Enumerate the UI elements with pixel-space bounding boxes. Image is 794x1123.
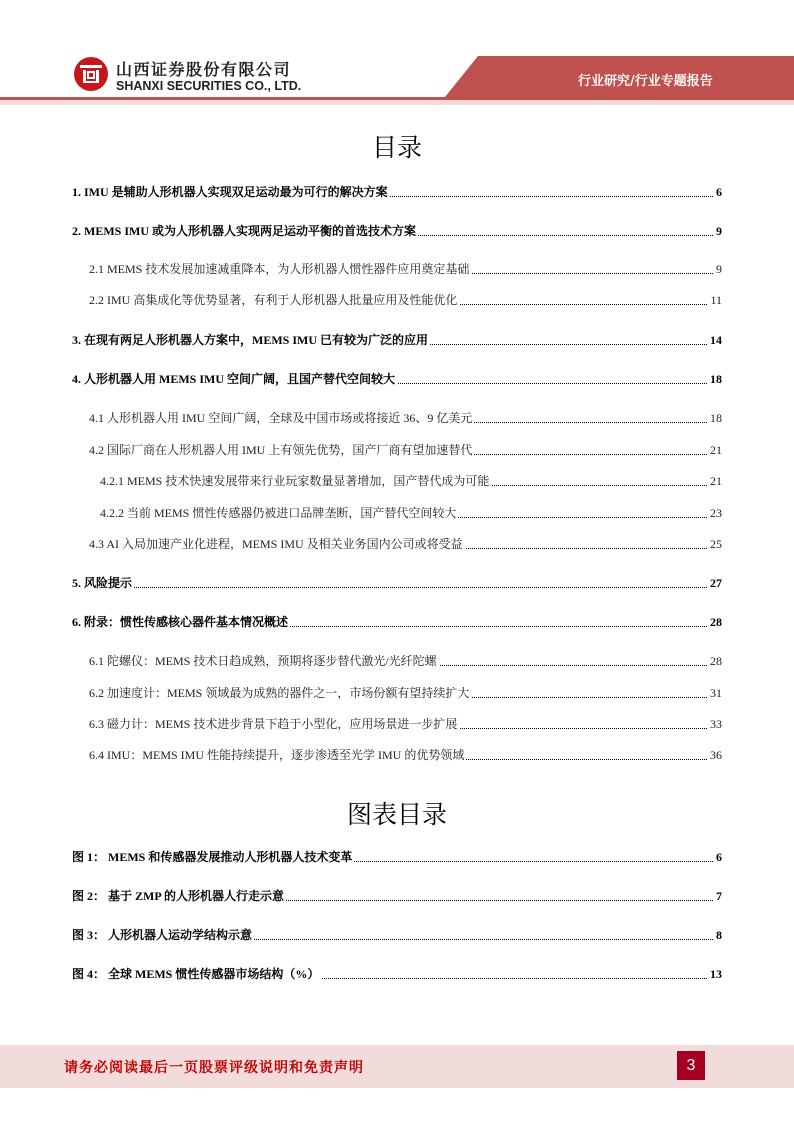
figure-entry[interactable] bbox=[0, 887, 794, 905]
toc-entry-page: 36 bbox=[710, 748, 722, 762]
toc-entry[interactable] bbox=[0, 260, 794, 278]
toc-title: 目录 bbox=[371, 133, 422, 162]
company-name-cn: 山西证券股份有限公司 bbox=[116, 60, 292, 79]
toc-entry-page: 28 bbox=[710, 654, 722, 668]
toc-entry-page: 31 bbox=[710, 686, 722, 700]
figure-entry-title: 图 4： 全球 MEMS 惯性传感器市场结构（%） bbox=[72, 967, 320, 981]
toc-entry-page: 14 bbox=[710, 333, 722, 347]
page-header bbox=[0, 0, 794, 110]
figure-entry[interactable] bbox=[0, 848, 794, 866]
figure-entry-page: 6 bbox=[716, 850, 722, 864]
toc-entry-page: 11 bbox=[710, 293, 722, 307]
toc-entry-title: 5. 风险提示 bbox=[72, 576, 133, 590]
toc-entry-page: 27 bbox=[710, 576, 722, 590]
toc-entry-page: 9 bbox=[716, 224, 722, 238]
toc-entry-page: 9 bbox=[716, 262, 722, 276]
figure-entry-page: 13 bbox=[710, 967, 722, 981]
figures-title: 图表目录 bbox=[346, 800, 447, 829]
toc-entry-title: 6.1 陀螺仪：MEMS 技术日趋成熟，预期将逐步替代激光/光纤陀螺 bbox=[89, 654, 437, 668]
toc-entry-page: 28 bbox=[710, 615, 722, 629]
toc-entry-title: 6.2 加速度计：MEMS 领域最为成熟的器件之一，市场份额有望持续扩大 bbox=[89, 686, 470, 700]
figure-entry[interactable] bbox=[0, 926, 794, 944]
leader-dots bbox=[72, 587, 719, 588]
toc-entry-page: 18 bbox=[710, 411, 722, 425]
page-footer bbox=[0, 1045, 794, 1088]
toc-entry-title: 2.1 MEMS 技术发展加速减重降本，为人形机器人惯性器件应用奠定基础 bbox=[89, 262, 470, 276]
toc-entry[interactable] bbox=[0, 684, 794, 702]
toc-entry-title: 4.2.1 MEMS 技术快速发展带来行业玩家数量显著增加，国产替代成为可能 bbox=[100, 474, 490, 488]
toc-entry[interactable] bbox=[0, 715, 794, 733]
toc-entry-title: 4. 人形机器人用 MEMS IMU 空间广阔，且国产替代空间较大 bbox=[72, 372, 395, 386]
figure-entry-page: 7 bbox=[716, 889, 722, 903]
toc-entry[interactable] bbox=[0, 409, 794, 427]
toc-entry[interactable] bbox=[0, 441, 794, 459]
toc-entry-page: 33 bbox=[710, 717, 722, 731]
figure-entry-title: 图 2： 基于 ZMP 的人形机器人行走示意 bbox=[72, 889, 284, 903]
toc-entry-title: 4.3 AI 入局加速产业化进程，MEMS IMU 及相关业务国内公司或将受益 bbox=[89, 537, 463, 551]
figure-entry-title: 图 3： 人形机器人运动学结构示意 bbox=[72, 928, 253, 942]
figure-entry[interactable] bbox=[0, 965, 794, 983]
toc-entry-page: 21 bbox=[710, 474, 722, 488]
toc-entry-title: 4.2 国际厂商在人形机器人用 IMU 上有领先优势，国产厂商有望加速替代 bbox=[89, 443, 473, 457]
toc-entry-title: 6.4 IMU：MEMS IMU 性能持续提升，逐步渗透至光学 IMU 的优势领域 bbox=[89, 748, 465, 762]
disclaimer-text: 请务必阅读最后一页股票评级说明和免责声明 bbox=[64, 1060, 364, 1076]
toc-entry-title: 4.2.2 当前 MEMS 惯性传感器仍被进口品牌垄断，国产替代空间较大 bbox=[100, 506, 457, 520]
figure-entry-title: 图 1： MEMS 和传感器发展推动人形机器人技术变革 bbox=[72, 850, 353, 864]
toc-entry-title: 6.3 磁力计：MEMS 技术进步背景下趋于小型化，应用场景进一步扩展 bbox=[89, 717, 458, 731]
toc-entry-title: 6. 附录：惯性传感核心器件基本情况概述 bbox=[72, 615, 289, 629]
toc-entry[interactable] bbox=[0, 535, 794, 553]
toc-entry-title: 1. IMU 是辅助人形机器人实现双足运动最为可行的解决方案 bbox=[72, 185, 388, 199]
toc-entry-page: 23 bbox=[710, 506, 722, 520]
toc-entry[interactable] bbox=[0, 613, 794, 631]
toc-entry[interactable] bbox=[0, 504, 794, 522]
toc-entry[interactable] bbox=[0, 370, 794, 388]
toc-entry-page: 6 bbox=[716, 185, 722, 199]
company-name-en: SHANXI SECURITIES CO., LTD. bbox=[116, 79, 302, 93]
toc-entry-title: 2.2 IMU 高集成化等优势显著，有利于人形机器人批量应用及性能优化 bbox=[89, 293, 458, 307]
report-type-label: 行业研究/行业专题报告 bbox=[578, 74, 713, 89]
toc-entry[interactable] bbox=[0, 291, 794, 309]
toc-entry[interactable] bbox=[0, 652, 794, 670]
toc-entry[interactable] bbox=[0, 183, 794, 201]
toc-entry-page: 25 bbox=[710, 537, 722, 551]
toc-entry[interactable] bbox=[0, 222, 794, 240]
toc-entry-page: 21 bbox=[710, 443, 722, 457]
toc-entry[interactable] bbox=[0, 472, 794, 490]
toc-entry-title: 4.1 人形机器人用 IMU 空间广阔，全球及中国市场或将接近 36、9 亿美元 bbox=[89, 411, 473, 425]
toc-entry-title: 2. MEMS IMU 或为人形机器人实现两足运动平衡的首选技术方案 bbox=[72, 224, 416, 238]
toc-entry[interactable] bbox=[0, 574, 794, 592]
page-number-badge: 3 bbox=[677, 1051, 705, 1080]
toc-entry[interactable] bbox=[0, 331, 794, 349]
figure-entry-page: 8 bbox=[716, 928, 722, 942]
toc-entry-title: 3. 在现有两足人形机器人方案中，MEMS IMU 已有较为广泛的应用 bbox=[72, 333, 428, 347]
toc-entry[interactable] bbox=[0, 746, 794, 764]
toc-entry-page: 18 bbox=[710, 372, 722, 386]
